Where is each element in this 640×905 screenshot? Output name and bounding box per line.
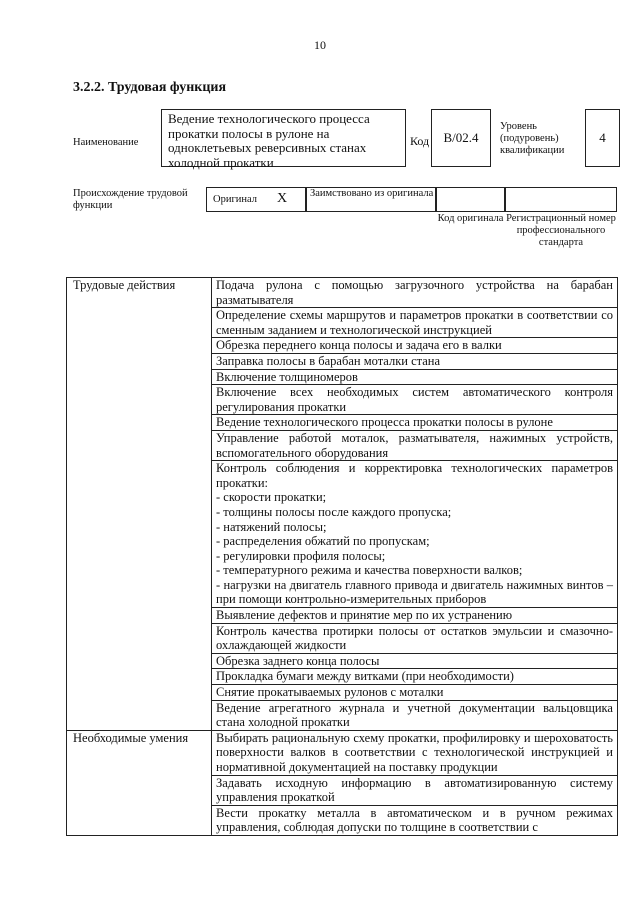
function-name-value: Ведение технологического процесса прокатки полосы в рулоне на одноклетьевых реверсивных станах холодной прокатки <box>168 111 370 170</box>
item-cell <box>212 308 618 338</box>
category-cell: Необходимые умения <box>67 730 212 835</box>
item-cell <box>212 385 618 415</box>
item-cell <box>212 775 618 805</box>
code-label: Код <box>410 134 430 148</box>
item-cell <box>212 415 618 431</box>
item-line: Управление работой моталок, разматывателя, нажимных устройств, вспомогательного оборудования <box>216 430 613 460</box>
table-row <box>67 730 618 775</box>
item-line: - регулировки профиля полосы; <box>216 548 386 563</box>
item-line: Определение схемы маршрутов и параметров прокатки в соответствии со сменным заданием и технологической инструкцией <box>216 308 613 337</box>
item-cell <box>212 685 618 701</box>
function-code-value: В/02.4 <box>443 130 479 145</box>
item-line: Контроль качества протирки полосы от остатков эмульсии и смазочно-охлаждающей жидкости <box>216 623 613 653</box>
level-value: 4 <box>599 130 606 145</box>
item-line: Заправка полосы в барабан моталки стана <box>216 353 441 368</box>
item-line: Вести прокатку металла в автоматическом и в ручном режимах управления, соблюдая допуски по толщине в соответствии с <box>216 805 613 835</box>
item-line: Выявление дефектов и принятие мер по их устранению <box>216 608 513 623</box>
origin-label: Происхождение трудовой функции <box>73 188 188 211</box>
function-code-box <box>431 109 491 167</box>
item-line: Включение всех необходимых систем автоматического контроля регулирования прокатки <box>216 385 613 414</box>
item-line: Обрезка переднего конца полосы и задача его в валки <box>216 338 502 353</box>
item-cell <box>212 805 618 835</box>
name-label: Наименование <box>73 137 139 148</box>
section-title: 3.2.2. Трудовая функция <box>73 80 227 95</box>
item-cell <box>212 353 618 369</box>
item-cell <box>212 278 618 308</box>
level-box <box>585 109 620 167</box>
borrowed-label: Заимствовано из оригинала <box>310 188 434 199</box>
item-line: Прокладка бумаги между витками (при необходимости) <box>216 669 514 684</box>
registration-caption: Регистрационный номер профессионального стандарта <box>506 213 616 248</box>
original-cell <box>206 187 306 212</box>
original-code-cell <box>436 187 505 212</box>
item-line: - нагрузки на двигатель главного привода и двигатель нажимных винтов – при помощи контрольно-измерительных приборов <box>216 577 613 607</box>
original-label: Оригинал <box>213 194 257 205</box>
item-cell <box>212 653 618 669</box>
original-mark: X <box>277 191 288 206</box>
item-cell <box>212 369 618 385</box>
item-cell <box>212 608 618 624</box>
item-line: Снятие прокатываемых рулонов с моталки <box>216 685 444 700</box>
item-line: - толщины полосы после каждого пропуска; <box>216 504 452 519</box>
item-cell <box>212 430 618 460</box>
item-cell <box>212 461 618 608</box>
item-line: Контроль соблюдения и корректировка технологических параметров прокатки: <box>216 461 613 490</box>
item-cell <box>212 623 618 653</box>
item-line: Ведение агрегатного журнала и учетной документации вальцовщика стана холодной прокатки <box>216 700 613 730</box>
item-line: Подача рулона с помощью загрузочного устройства на барабан разматывателя <box>216 278 613 307</box>
item-line: Ведение технологического процесса прокатки полосы в рулоне <box>216 415 553 430</box>
original-code-caption: Код оригинала <box>437 213 504 224</box>
level-label: Уровень (подуровень) квалификации <box>500 121 565 156</box>
function-name-box <box>161 109 406 170</box>
item-line: Задавать исходную информацию в автоматизированную систему управления прокаткой <box>216 775 613 805</box>
item-line: - скорости прокатки; <box>216 490 327 505</box>
item-cell <box>212 730 618 775</box>
item-line: Выбирать рациональную схему прокатки, профилировку и шероховатость поверхности валков в соответствии с технологической инструкцией и нормативной документацией на поставку продукции <box>216 730 613 774</box>
item-line: Включение толщиномеров <box>216 369 358 384</box>
item-cell <box>212 700 618 730</box>
item-cell <box>212 669 618 685</box>
item-cell <box>212 338 618 354</box>
category-cell: Трудовые действия <box>67 278 212 731</box>
item-line: - распределения обжатий по пропускам; <box>216 534 430 549</box>
registration-number-cell <box>505 187 617 212</box>
page-number: 10 <box>314 38 326 52</box>
borrowed-cell <box>306 187 436 212</box>
item-line: Обрезка заднего конца полосы <box>216 653 380 668</box>
item-line: - натяжений полосы; <box>216 519 327 534</box>
labor-function-table <box>66 277 618 836</box>
table-row <box>67 278 618 308</box>
item-line: - температурного режима и качества поверхности валков; <box>216 563 523 578</box>
